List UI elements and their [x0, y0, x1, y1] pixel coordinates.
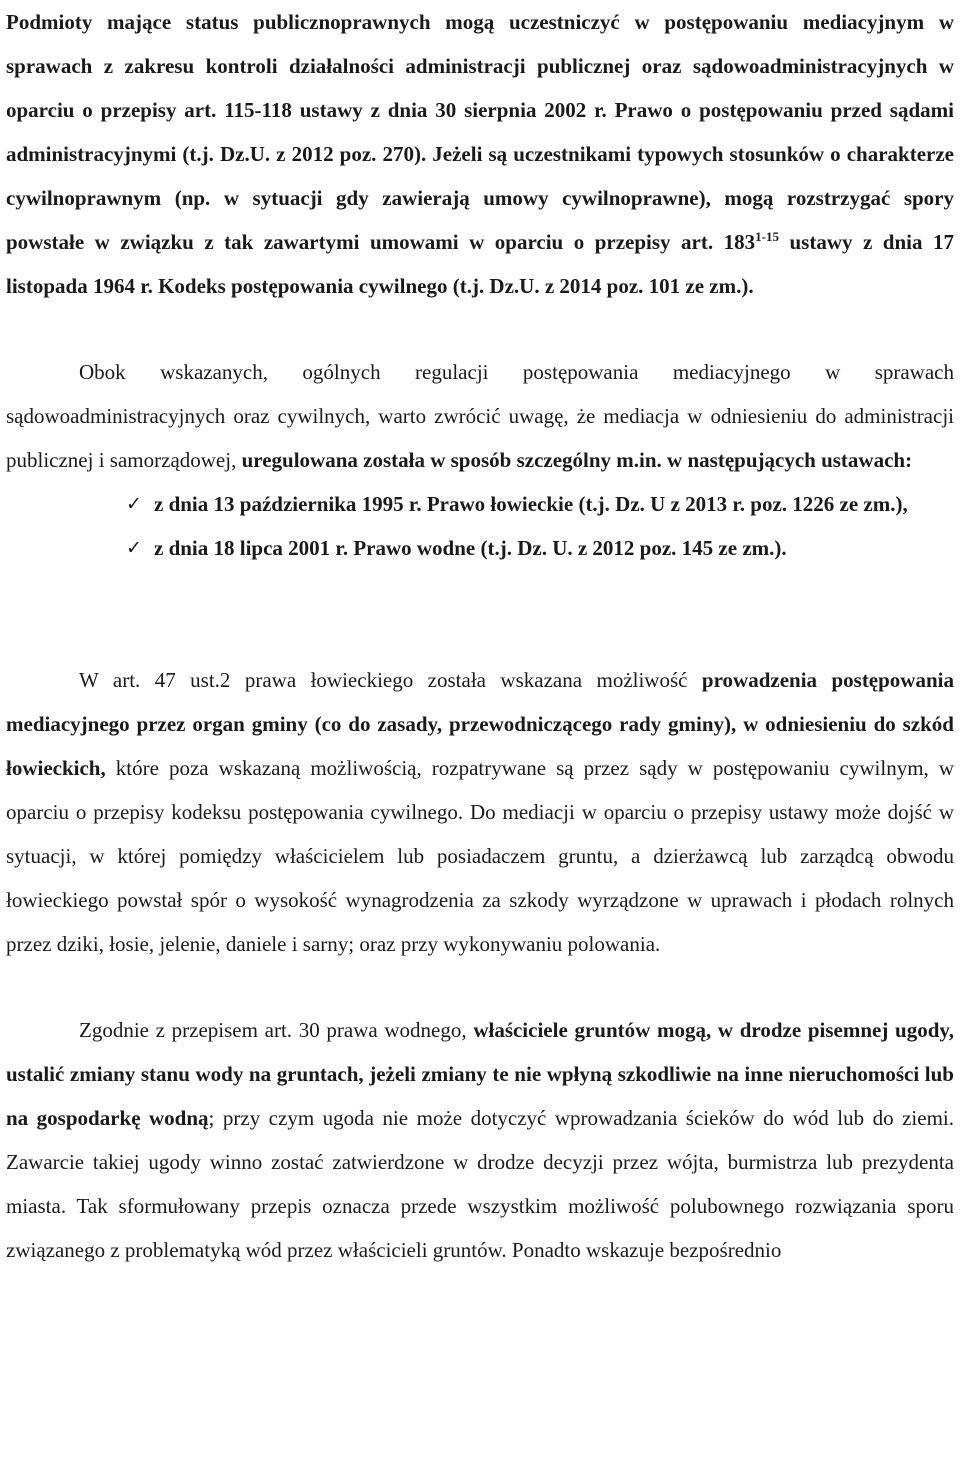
paragraph-public-law-entities: [6, 0, 954, 308]
paragraph-text: Podmioty mające status publicznoprawnych mogą uczestniczyć w postępowaniu mediacyjnym w sprawach z zakresu kontroli działalności administracji publicznej oraz sądowoadministracyjnych w oparciu o przepisy art. 115-118 ustawy z dnia 30 sierpnia 2002 r. Prawo o postępowaniu przed sądami administracyjnymi (t.j. Dz.U. z 2012 poz. 270). Jeżeli są uczestnikami typowych stosunków o charakterze cywilnoprawnym (np. w sytuacji gdy zawierają umowy cywilnoprawne), mogą rozstrzygać spory powstałe w związku z tak zawartymi umowami w oparciu o przepisy art. 183: [6, 10, 954, 254]
checkmark-icon: ✓: [126, 493, 142, 515]
list-item-text: z dnia 18 lipca 2001 r. Prawo wodne (t.j. Dz. U. z 2012 poz. 145 ze zm.).: [154, 536, 787, 560]
checkmark-icon: ✓: [126, 537, 142, 559]
paragraph-text: Obok wskazanych, ogólnych regulacji postępowania mediacyjnego w sprawach sądowoadministracyjnych oraz cywilnych, warto zwrócić uwagę, że mediacja w odniesieniu do administracji publicznej i samorządowej,: [6, 360, 954, 472]
spacer: [6, 308, 954, 350]
paragraph-hunting-law: [6, 658, 954, 966]
list-item: [6, 482, 954, 526]
statutes-list: [6, 482, 954, 570]
list-item-text: z dnia 13 października 1995 r. Prawo łowieckie (t.j. Dz. U z 2013 r. poz. 1226 ze zm.),: [154, 492, 908, 516]
paragraph-bold-text: właściciele gruntów mogą, w drodze pisemnej ugody, ustalić zmiany stanu wody na gruntach, jeżeli zmiany te nie wpłyną szkodliwie na inne nieruchomości lub na gospodarkę wodną: [6, 1018, 954, 1130]
paragraph-bold-text: prowadzenia postępowania mediacyjnego przez organ gminy (co do zasady, przewodniczącego rady gminy), w odniesieniu do szkód łowieckich,: [6, 668, 954, 780]
spacer: [6, 966, 954, 1008]
list-item: [6, 526, 954, 570]
paragraph-bold-text: uregulowana została w sposób szczególny m.in. w następujących ustawach:: [241, 448, 913, 472]
paragraph-text: W art. 47 ust.2 prawa łowieckiego została wskazana możliwość: [79, 668, 702, 692]
article-superscript: 1-15: [755, 229, 779, 244]
paragraph-text: ; przy czym ugoda nie może dotyczyć wprowadzania ścieków do wód lub do ziemi. Zawarcie takiej ugody winno zostać zatwierdzone w drodze decyzji przez wójta, burmistrza lub prezydenta miasta. Tak sformułowany przepis oznacza przede wszystkim możliwość polubownego rozwiązania sporu związanego z problematyką wód przez właścicieli gruntów. Ponadto wskazuje bezpośrednio: [6, 1106, 954, 1262]
paragraph-water-law: [6, 1008, 954, 1272]
spacer: [6, 570, 954, 658]
paragraph-text: które poza wskazaną możliwością, rozpatrywane są przez sądy w postępowaniu cywilnym, w oparciu o przepisy kodeksu postępowania cywilnego. Do mediacji w oparciu o przepisy ustawy może dojść w sytuacji, w której pomiędzy właścicielem lub posiadaczem gruntu, a dzierżawcą lub zarządcą obwodu łowieckiego powstał spór o wysokość wynagrodzenia za szkody wyrządzone w uprawach i płodach rolnych przez dziki, łosie, jelenie, daniele i sarny; oraz przy wykonywaniu polowania.: [6, 756, 954, 956]
paragraph-text: Zgodnie z przepisem art. 30 prawa wodnego,: [79, 1018, 474, 1042]
paragraph-mediation-regulations: [6, 350, 954, 482]
paragraph-text: ustawy z dnia 17 listopada 1964 r. Kodeks postępowania cywilnego (t.j. Dz.U. z 2014 poz. 101 ze zm.).: [6, 230, 954, 298]
